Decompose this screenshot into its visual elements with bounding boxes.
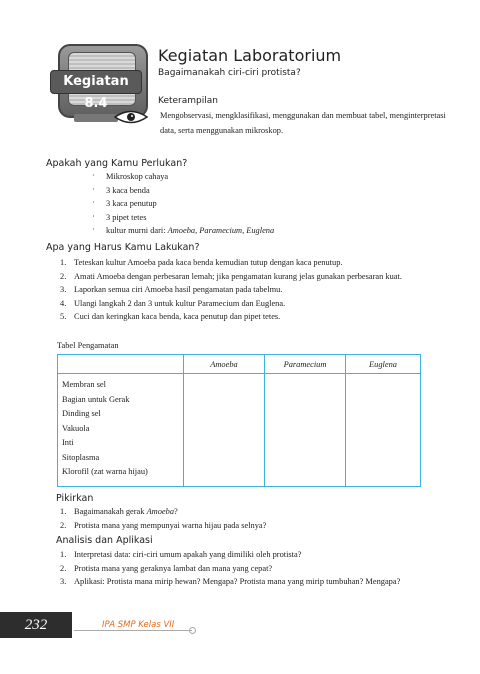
step-text: Ulangi langkah 2 dan 3 untuk kultur Paramecium dan Euglena. [74,298,286,308]
footer-divider [74,630,192,631]
list-item: 3. Laporkan semua ciri Amoeba hasil pengamatan pada tabelmu. [60,285,283,294]
think-heading: Pikirkan [56,493,94,504]
steps-heading: Apa yang Harus Kamu Lakukan? [46,242,200,253]
step-text: Amati Amoeba dengan perbesaran lemah; jika pengamatan kurang jelas gunakan perbesaran kuat. [74,271,402,281]
steps-list [60,256,432,324]
list-item: 3. Aplikasi: Protista mana mirip hewan? Mengapa? Protista mana yang mirip tumbuhan? Mengapa? [60,575,432,589]
observation-table [57,354,421,487]
analysis-text: Interpretasi data: ciri-ciri umum apakah yang dimiliki oleh protista? [74,550,302,559]
step-text: Cuci dan keringkan kaca benda, kaca penutup dan pipet tetes. [74,312,281,321]
question-italic: Amoeba [146,507,175,516]
question-text: Protista mana yang mempunyai warna hijau pada selnya? [74,520,267,530]
list-item: 1. Teteskan kultur Amoeba pada kaca benda kemudian tutup dengan kaca penutup. [60,258,343,267]
row-label: Inti [62,438,74,447]
list-item: · 3 kaca penutup [92,199,422,213]
table-cell [58,374,184,487]
list-item: 2. Amati Amoeba dengan perbesaran lemah; jika pengamatan kurang jelas gunakan perbesaran kuat. [60,271,402,281]
question-suffix: ? [174,507,178,516]
step-text: Teteskan kultur Amoeba pada kaca benda kemudian tutup dengan kaca penutup. [74,258,343,267]
skills-heading: Keterampilan [158,96,218,106]
page-subtitle: Bagaimanakah ciri-ciri protista? [158,68,301,78]
footer-circle-icon [189,627,196,634]
badge-label: Kegiatan 8.4 [50,70,142,94]
book-title: IPA SMP Kelas VII [102,620,175,630]
list-item: · Mikroskop cahaya [92,172,422,186]
analysis-heading: Analisis dan Aplikasi [56,535,153,546]
table-header: Amoeba [184,355,265,374]
list-item: 2. Protista mana yang mempunyai warna hijau pada selnya? [60,520,267,530]
needs-list [92,172,422,240]
list-item [92,226,422,240]
row-label: Dinding sel [62,409,101,418]
row-label: Vakuola [62,423,90,433]
needs-heading: Apakah yang Kamu Perlukan? [46,158,188,169]
table-header: Paramecium [265,355,346,374]
row-label: Sitoplasma [62,452,100,462]
list-item: 2. Protista mana yang geraknya lambat dan mana yang cepat? [60,563,273,573]
step-text: Laporkan semua ciri Amoeba hasil pengamatan pada tabelmu. [74,285,283,294]
table-header [58,355,184,374]
item-text: kultur murni dari: [106,226,168,235]
page-number: 232 [0,612,72,638]
list-item: · 3 kaca benda [92,186,422,200]
table-cell [184,374,265,487]
think-list [60,505,432,532]
table-caption: Tabel Pengamatan [57,341,119,350]
list-item: 1. Bagaimanakah gerak Amoeba? [60,507,178,516]
analysis-text: Aplikasi: Protista mana mirip hewan? Mengapa? Protista mana yang mirip tumbuhan? Mengapa? [74,577,401,586]
analysis-text: Protista mana yang geraknya lambat dan mana yang cepat? [74,563,273,573]
row-label: Bagian untuk Gerak [62,394,130,404]
monitor-base [74,114,118,122]
table-cell [346,374,421,487]
row-label: Membran sel [62,380,106,389]
activity-badge [50,40,160,130]
table-header: Euglena [346,355,421,374]
analysis-list [60,548,432,589]
page-title: Kegiatan Laboratorium [158,46,342,65]
list-item: 4. Ulangi langkah 2 dan 3 untuk kultur Paramecium dan Euglena. [60,298,286,308]
list-item: · 3 pipet tetes [92,213,422,227]
row-label: Klorofil (zat warna hijau) [62,467,148,476]
table-cell [265,374,346,487]
item-italic: Amoeba, Paramecium, Euglena [167,226,275,235]
list-item: 5. Cuci dan keringkan kaca benda, kaca penutup dan pipet tetes. [60,312,281,321]
eye-icon [114,110,148,124]
question-text: Bagaimanakah gerak [74,507,147,516]
list-item: 1. Interpretasi data: ciri-ciri umum apakah yang dimiliki oleh protista? [60,550,302,559]
skills-text: Mengobservasi, mengklasifikasi, menggunakan dan membuat tabel, menginterpretasi data, serta menggunakan mikroskop. [160,111,446,135]
